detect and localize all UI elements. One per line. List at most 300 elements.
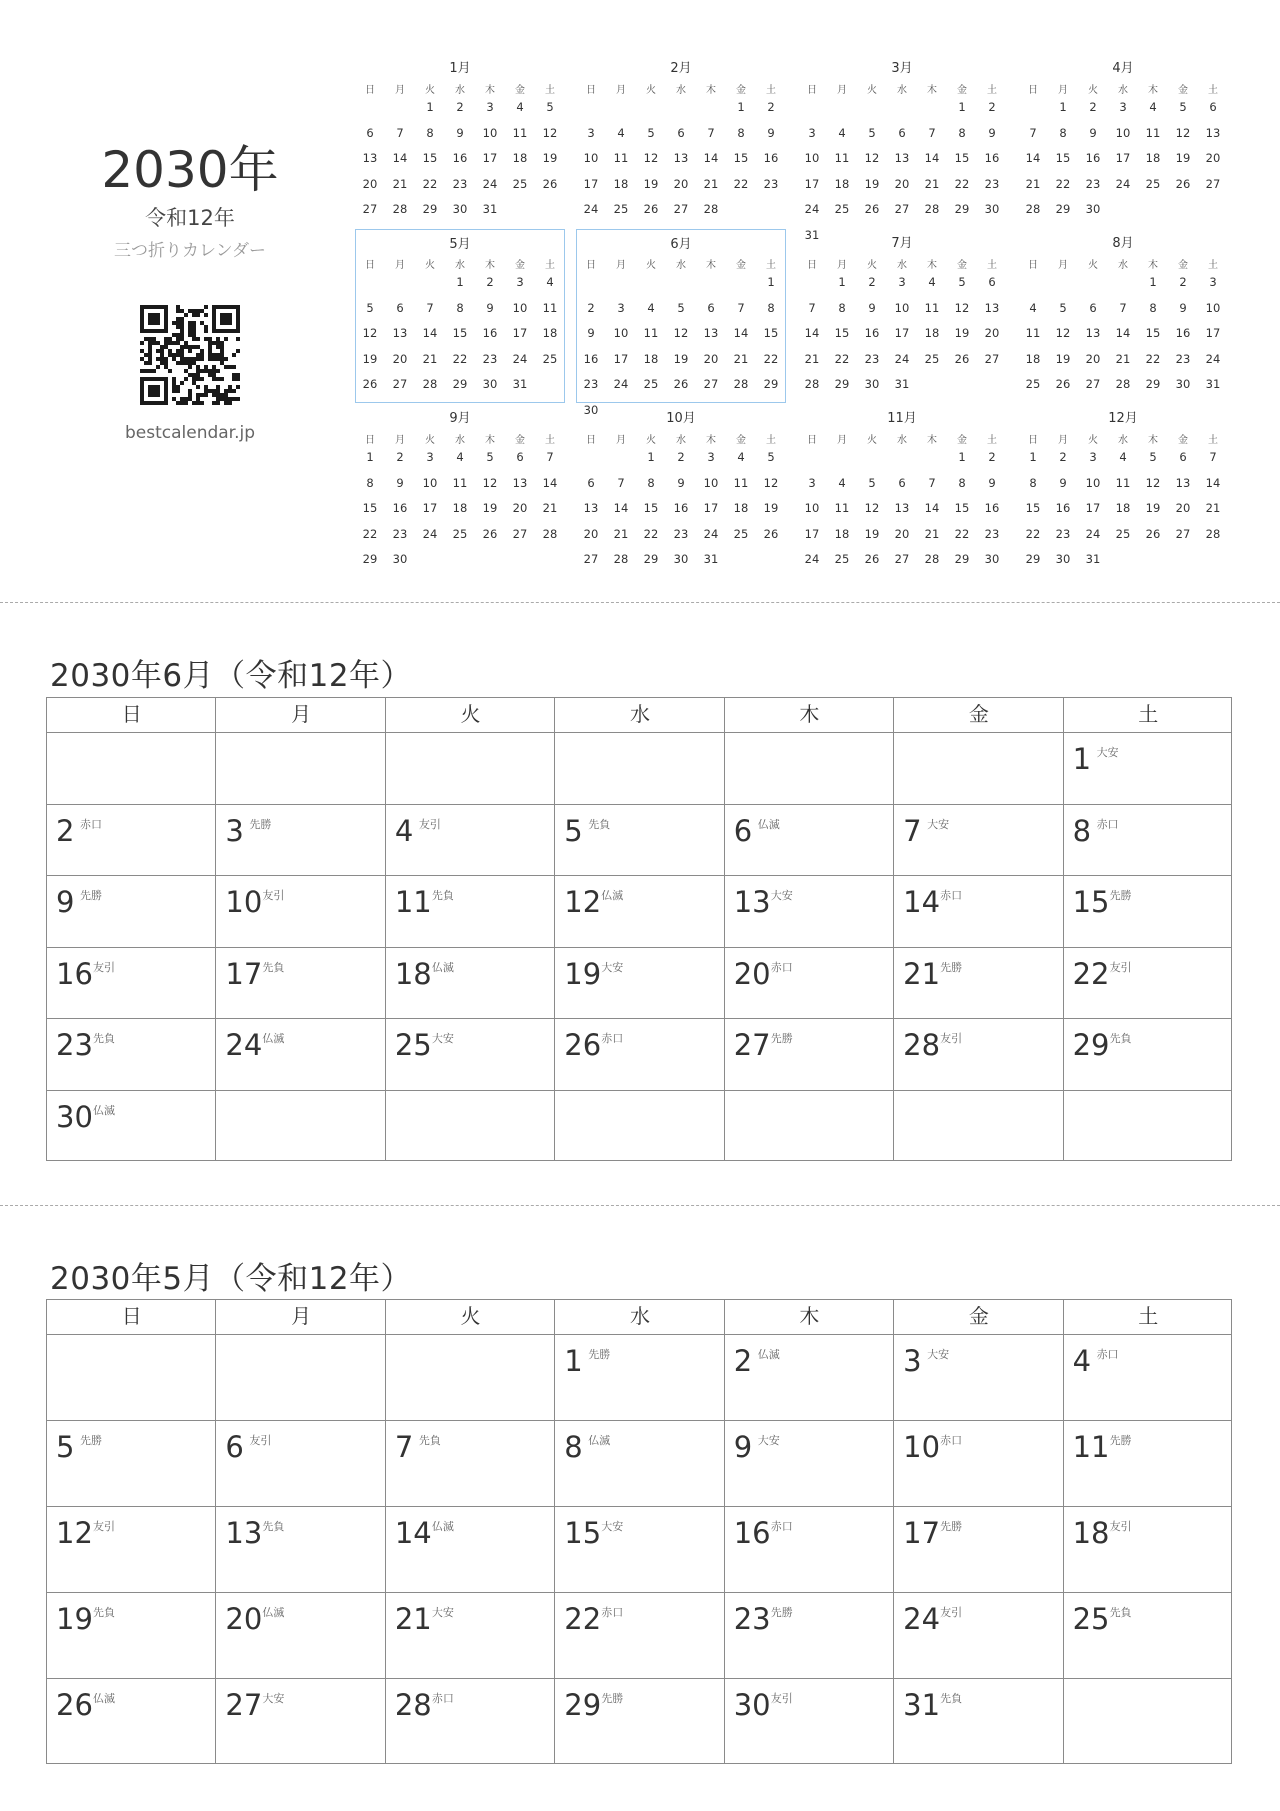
day-cell[interactable] <box>555 1019 724 1091</box>
mini-day: 21 <box>422 351 438 366</box>
day-cell[interactable] <box>386 1593 555 1679</box>
mini-weekday-header: 水 <box>897 85 907 96</box>
mini-day: 27 <box>984 351 1000 366</box>
mini-day: 20 <box>362 176 378 191</box>
mini-weekday-header: 月 <box>616 85 626 96</box>
mini-day: 14 <box>924 151 940 165</box>
mini-weekday-header: 水 <box>676 85 686 96</box>
rokuyo-label: 大安 <box>1096 746 1119 759</box>
mini-day: 5 <box>1059 300 1067 315</box>
day-number: 27 <box>733 1028 771 1062</box>
mini-calendar <box>576 229 786 417</box>
mini-day: 1 <box>1029 450 1037 464</box>
mini-calendar <box>355 229 565 403</box>
day-cell[interactable] <box>555 1421 724 1507</box>
rokuyo-label: 先勝 <box>80 1434 102 1447</box>
day-cell[interactable] <box>47 1507 216 1593</box>
mini-weekday-header: 土 <box>766 435 776 446</box>
mini-day: 19 <box>864 176 880 191</box>
day-number: 19 <box>564 956 602 991</box>
day-cell[interactable] <box>894 1019 1063 1091</box>
mini-day: 26 <box>542 176 558 191</box>
rokuyo-label: 先勝 <box>80 889 102 902</box>
month-title: 2030年5月（令和12年） <box>50 1261 413 1297</box>
mini-day: 8 <box>767 300 775 315</box>
day-cell[interactable] <box>216 948 385 1020</box>
mini-day: 1 <box>737 100 745 114</box>
day-cell[interactable] <box>1064 733 1233 805</box>
weekday-header: 水 <box>629 702 650 726</box>
mini-day: 22 <box>733 176 749 191</box>
mini-day: 6 <box>898 125 906 140</box>
mini-day: 14 <box>1115 326 1131 340</box>
mini-day: 9 <box>486 300 494 315</box>
mini-weekday-header: 木 <box>706 260 716 271</box>
mini-day: 8 <box>838 300 846 315</box>
mini-day: 2 <box>456 100 464 114</box>
day-cell[interactable] <box>725 1507 894 1593</box>
mini-day: 22 <box>1025 526 1041 541</box>
mini-weekday-header: 木 <box>706 435 716 446</box>
mini-day: 16 <box>392 501 408 515</box>
rokuyo-label: 友引 <box>770 1692 793 1705</box>
mini-day: 10 <box>583 151 599 165</box>
mini-weekday-header: 火 <box>867 260 877 271</box>
rokuyo-label: 大安 <box>927 1348 950 1361</box>
mini-month-label: 10月 <box>666 411 696 426</box>
rokuyo-label: 友引 <box>940 1606 963 1619</box>
rokuyo-label: 赤口 <box>770 1520 793 1533</box>
day-cell[interactable] <box>216 876 385 948</box>
mini-day: 5 <box>486 450 494 464</box>
mini-weekday-header: 火 <box>425 260 435 271</box>
day-cell[interactable] <box>894 1335 1063 1421</box>
mini-day: 9 <box>767 125 775 140</box>
day-cell[interactable] <box>725 1335 894 1421</box>
day-cell[interactable] <box>386 1507 555 1593</box>
rokuyo-label: 友引 <box>1109 960 1132 974</box>
day-cell[interactable] <box>725 805 894 877</box>
mini-day: 17 <box>1085 501 1101 515</box>
mini-day: 12 <box>864 501 880 515</box>
mini-day: 28 <box>1025 202 1041 216</box>
mini-day: 11 <box>1115 475 1131 490</box>
mini-day: 2 <box>868 275 876 289</box>
mini-day: 8 <box>737 125 745 140</box>
mini-weekday-header: 火 <box>646 260 656 271</box>
day-cell[interactable] <box>894 1593 1063 1679</box>
day-cell[interactable] <box>216 805 385 877</box>
mini-day: 16 <box>673 501 689 515</box>
day-cell[interactable] <box>1064 805 1233 877</box>
day-cell[interactable] <box>555 1593 724 1679</box>
day-cell[interactable] <box>555 948 724 1020</box>
mini-day: 28 <box>804 377 820 391</box>
mini-day: 4 <box>928 275 936 289</box>
mini-day: 18 <box>643 351 659 366</box>
mini-day: 16 <box>1085 151 1101 165</box>
day-number: 26 <box>564 1028 602 1062</box>
rokuyo-label: 仏滅 <box>93 1103 115 1117</box>
mini-day: 9 <box>1059 475 1067 490</box>
mini-day: 11 <box>1145 125 1161 140</box>
day-cell[interactable] <box>47 1421 216 1507</box>
day-cell[interactable] <box>894 805 1063 877</box>
mini-day: 12 <box>954 300 970 315</box>
mini-day: 11 <box>733 475 749 490</box>
day-cell[interactable] <box>216 1421 385 1507</box>
day-number: 29 <box>1072 1028 1110 1062</box>
mini-month-label: 3月 <box>891 61 913 76</box>
mini-day: 18 <box>733 501 749 515</box>
mini-day: 12 <box>1055 326 1071 340</box>
mini-day: 28 <box>1115 377 1131 391</box>
mini-weekday-header: 金 <box>515 85 525 96</box>
mini-day: 13 <box>894 501 910 515</box>
day-cell[interactable] <box>894 1507 1063 1593</box>
day-cell[interactable] <box>1064 1335 1233 1421</box>
mini-day: 27 <box>392 377 408 391</box>
mini-day: 13 <box>362 151 378 165</box>
mini-day: 16 <box>1055 501 1071 515</box>
rokuyo-label: 仏滅 <box>757 817 780 831</box>
mini-day: 10 <box>1115 125 1131 140</box>
weekday-header-row <box>47 1300 1231 1335</box>
day-cell[interactable] <box>1064 1507 1233 1593</box>
day-cell[interactable] <box>47 1593 216 1679</box>
day-number: 15 <box>1072 885 1110 919</box>
day-cell[interactable] <box>555 1679 724 1765</box>
calendar-type-label: 三つ折りカレンダー <box>114 241 266 261</box>
site-url[interactable]: bestcalendar.jp <box>124 423 256 443</box>
rokuyo-label: 友引 <box>1109 1520 1132 1533</box>
mini-day: 23 <box>984 526 1000 541</box>
mini-day: 11 <box>512 125 528 140</box>
mini-day: 4 <box>838 475 846 490</box>
mini-day: 15 <box>834 326 850 340</box>
mini-day: 16 <box>482 326 498 340</box>
mini-day: 5 <box>1179 100 1187 114</box>
mini-weekday-header: 火 <box>646 435 656 446</box>
month-grid <box>46 1299 1232 1764</box>
day-cell[interactable] <box>894 1421 1063 1507</box>
mini-calendar <box>355 404 565 578</box>
mini-day: 3 <box>898 275 906 289</box>
day-number: 30 <box>733 1688 771 1722</box>
day-cell[interactable] <box>216 1019 385 1091</box>
mini-day: 13 <box>512 475 528 490</box>
rokuyo-label: 大安 <box>757 1434 780 1447</box>
rokuyo-label: 仏滅 <box>431 960 454 974</box>
mini-day: 9 <box>396 475 404 490</box>
mini-day: 11 <box>452 475 468 490</box>
mini-day: 26 <box>482 526 498 541</box>
day-number: 4 <box>394 813 414 848</box>
day-cell[interactable] <box>555 805 724 877</box>
mini-day: 7 <box>1119 300 1127 315</box>
mini-day: 7 <box>546 450 554 464</box>
mini-day: 17 <box>1205 326 1221 340</box>
mini-day: 5 <box>1149 450 1157 464</box>
day-cell[interactable] <box>386 805 555 877</box>
mini-day: 26 <box>864 552 880 566</box>
mini-day: 1 <box>426 100 434 114</box>
day-cell[interactable] <box>725 876 894 948</box>
mini-day: 22 <box>1055 176 1071 191</box>
day-number: 17 <box>903 1516 941 1550</box>
mini-day: 13 <box>1175 475 1191 490</box>
rokuyo-label: 赤口 <box>80 817 102 831</box>
rokuyo-label: 友引 <box>262 889 285 902</box>
day-number: 3 <box>903 1344 922 1378</box>
weekday-header: 水 <box>629 1304 650 1328</box>
day-cell[interactable] <box>555 1335 724 1421</box>
mini-day: 4 <box>617 125 625 140</box>
mini-day: 31 <box>1205 377 1221 391</box>
mini-day: 7 <box>1209 450 1217 464</box>
year-title: 2030年 <box>101 141 279 199</box>
mini-day: 6 <box>396 300 404 315</box>
mini-day: 26 <box>362 377 378 391</box>
mini-day: 22 <box>452 351 468 366</box>
day-number: 16 <box>733 1516 771 1550</box>
mini-day: 3 <box>808 475 816 490</box>
mini-day: 1 <box>958 100 966 114</box>
day-cell[interactable] <box>1064 1019 1233 1091</box>
mini-weekday-header: 水 <box>1118 260 1128 271</box>
mini-day: 31 <box>703 552 719 566</box>
mini-month-label: 2月 <box>670 61 692 76</box>
mini-weekday-header: 木 <box>1148 260 1158 271</box>
mini-month-label: 1月 <box>449 61 471 76</box>
mini-day: 17 <box>583 176 599 191</box>
day-cell[interactable] <box>216 1679 385 1765</box>
mini-day: 1 <box>838 275 846 289</box>
mini-day: 13 <box>673 151 689 165</box>
qr-code-graphic <box>140 305 240 405</box>
rokuyo-label: 仏滅 <box>262 1032 285 1045</box>
mini-day: 24 <box>482 176 498 191</box>
mini-day: 29 <box>1055 202 1071 216</box>
fold-line <box>0 602 1280 603</box>
mini-day: 8 <box>366 475 374 490</box>
mini-day: 15 <box>452 326 468 340</box>
mini-day: 3 <box>808 125 816 140</box>
mini-day: 27 <box>512 526 528 541</box>
mini-day: 13 <box>1205 125 1221 140</box>
mini-weekday-header: 木 <box>1148 85 1158 96</box>
day-cell[interactable] <box>47 1091 216 1163</box>
mini-day: 12 <box>482 475 498 490</box>
day-number: 25 <box>394 1028 432 1062</box>
mini-day: 18 <box>834 176 850 191</box>
rokuyo-label: 先勝 <box>940 1520 963 1533</box>
day-cell[interactable] <box>894 1679 1063 1765</box>
mini-month-label: 6月 <box>670 237 692 252</box>
mini-day: 27 <box>703 377 719 391</box>
rokuyo-label: 先負 <box>1109 1032 1132 1045</box>
mini-weekday-header: 木 <box>706 85 716 96</box>
day-cell[interactable] <box>386 876 555 948</box>
mini-day: 27 <box>673 202 689 216</box>
day-cell[interactable] <box>1064 876 1233 948</box>
day-cell[interactable] <box>894 948 1063 1020</box>
mini-day: 7 <box>396 125 404 140</box>
mini-day: 29 <box>954 202 970 216</box>
mini-day: 12 <box>542 125 558 140</box>
day-cell[interactable] <box>1064 948 1233 1020</box>
mini-day: 30 <box>1175 377 1191 391</box>
mini-day: 6 <box>898 475 906 490</box>
mini-day: 13 <box>703 326 719 340</box>
day-cell[interactable] <box>47 1679 216 1765</box>
month-grid <box>46 697 1232 1161</box>
weekday-header-row <box>47 698 1231 733</box>
day-cell[interactable] <box>216 1593 385 1679</box>
mini-day: 17 <box>703 501 719 515</box>
mini-day: 30 <box>984 202 1000 216</box>
mini-day: 1 <box>366 450 374 464</box>
day-number: 5 <box>564 813 583 848</box>
mini-day: 19 <box>542 151 558 165</box>
mini-calendar <box>355 54 565 228</box>
day-cell[interactable] <box>386 1679 555 1765</box>
rokuyo-label: 大安 <box>927 817 950 831</box>
mini-day: 20 <box>583 526 599 541</box>
mini-month-label: 9月 <box>449 411 471 426</box>
day-cell[interactable] <box>725 948 894 1020</box>
mini-weekday-header: 火 <box>646 85 656 96</box>
mini-weekday-header: 土 <box>545 85 555 96</box>
mini-day: 23 <box>673 526 689 541</box>
mini-day: 8 <box>958 475 966 490</box>
mini-day: 17 <box>894 326 910 340</box>
day-cell[interactable] <box>555 876 724 948</box>
mini-day: 20 <box>673 176 689 191</box>
mini-day: 18 <box>834 526 850 541</box>
day-cell[interactable] <box>555 1507 724 1593</box>
day-number: 20 <box>733 956 771 991</box>
mini-day: 2 <box>396 450 404 464</box>
mini-day: 4 <box>647 300 655 315</box>
mini-day: 30 <box>482 377 498 391</box>
mini-day: 28 <box>733 377 749 391</box>
mini-weekday-header: 金 <box>1178 435 1188 446</box>
weekday-header: 土 <box>1138 702 1159 726</box>
mini-weekday-header: 木 <box>927 435 937 446</box>
day-number: 13 <box>225 1516 263 1550</box>
day-cell[interactable] <box>386 1019 555 1091</box>
mini-day: 23 <box>984 176 1000 191</box>
day-cell[interactable] <box>47 1019 216 1091</box>
day-number: 2 <box>733 1344 753 1378</box>
mini-month-label: 7月 <box>891 236 913 251</box>
rokuyo-label: 友引 <box>93 1520 115 1533</box>
mini-day: 31 <box>512 377 528 391</box>
day-cell[interactable] <box>725 1593 894 1679</box>
mini-day: 13 <box>392 326 408 340</box>
rokuyo-label: 先負 <box>262 1520 285 1533</box>
mini-day: 28 <box>924 552 940 566</box>
mini-calendar <box>576 404 786 578</box>
rokuyo-label: 大安 <box>770 889 793 902</box>
mini-weekday-header: 水 <box>1118 435 1128 446</box>
day-number: 10 <box>903 1430 941 1464</box>
mini-day: 26 <box>643 202 659 216</box>
mini-day: 11 <box>613 151 629 165</box>
mini-day: 21 <box>1205 501 1221 515</box>
day-number: 5 <box>56 1430 75 1464</box>
mini-day: 20 <box>1205 151 1221 165</box>
mini-day: 17 <box>613 351 629 366</box>
mini-day: 14 <box>703 151 719 165</box>
mini-day: 24 <box>1205 351 1221 366</box>
mini-day: 5 <box>366 300 374 315</box>
mini-day: 21 <box>703 176 719 191</box>
day-number: 17 <box>225 956 263 991</box>
mini-calendar <box>797 54 1007 242</box>
mini-weekday-header: 土 <box>987 85 997 96</box>
mini-day: 29 <box>1145 377 1161 391</box>
rokuyo-label: 赤口 <box>601 1606 624 1619</box>
day-cell[interactable] <box>1064 1593 1233 1679</box>
mini-day: 21 <box>1115 351 1131 366</box>
day-cell[interactable] <box>47 876 216 948</box>
mini-day: 19 <box>643 176 659 191</box>
day-cell[interactable] <box>894 876 1063 948</box>
mini-day: 18 <box>613 176 629 191</box>
mini-weekday-header: 木 <box>485 85 495 96</box>
mini-day: 10 <box>613 326 629 340</box>
day-cell[interactable] <box>386 948 555 1020</box>
day-cell[interactable] <box>725 1421 894 1507</box>
mini-day: 23 <box>1055 526 1071 541</box>
day-cell[interactable] <box>1064 1421 1233 1507</box>
mini-weekday-header: 金 <box>957 260 967 271</box>
mini-day: 9 <box>677 475 685 490</box>
mini-day: 13 <box>583 501 599 515</box>
weekday-header: 木 <box>799 702 820 726</box>
day-cell[interactable] <box>47 805 216 877</box>
rokuyo-label: 先負 <box>940 1692 963 1705</box>
era-year-label: 令和12年 <box>145 206 235 230</box>
mini-day: 9 <box>868 300 876 315</box>
mini-day: 19 <box>1175 151 1191 165</box>
mini-weekday-header: 日 <box>586 435 596 446</box>
day-number: 4 <box>1072 1344 1092 1378</box>
mini-day: 20 <box>703 351 719 366</box>
mini-day: 5 <box>677 300 685 315</box>
day-number: 13 <box>733 885 771 919</box>
mini-calendar <box>1018 54 1228 228</box>
mini-weekday-header: 火 <box>867 435 877 446</box>
mini-day: 5 <box>647 125 655 140</box>
mini-day: 24 <box>613 377 629 391</box>
qr-code-icon[interactable] <box>140 305 240 405</box>
day-cell[interactable] <box>725 1019 894 1091</box>
mini-day: 6 <box>587 475 595 490</box>
day-cell[interactable] <box>216 1507 385 1593</box>
weekday-header: 日 <box>121 702 142 726</box>
day-cell[interactable] <box>386 1421 555 1507</box>
mini-month-label: 12月 <box>1108 411 1138 426</box>
mini-day: 14 <box>392 151 408 165</box>
day-cell[interactable] <box>725 1679 894 1765</box>
day-cell[interactable] <box>47 948 216 1020</box>
mini-day: 23 <box>1085 176 1101 191</box>
mini-day: 25 <box>542 351 558 366</box>
mini-day: 8 <box>1149 300 1157 315</box>
